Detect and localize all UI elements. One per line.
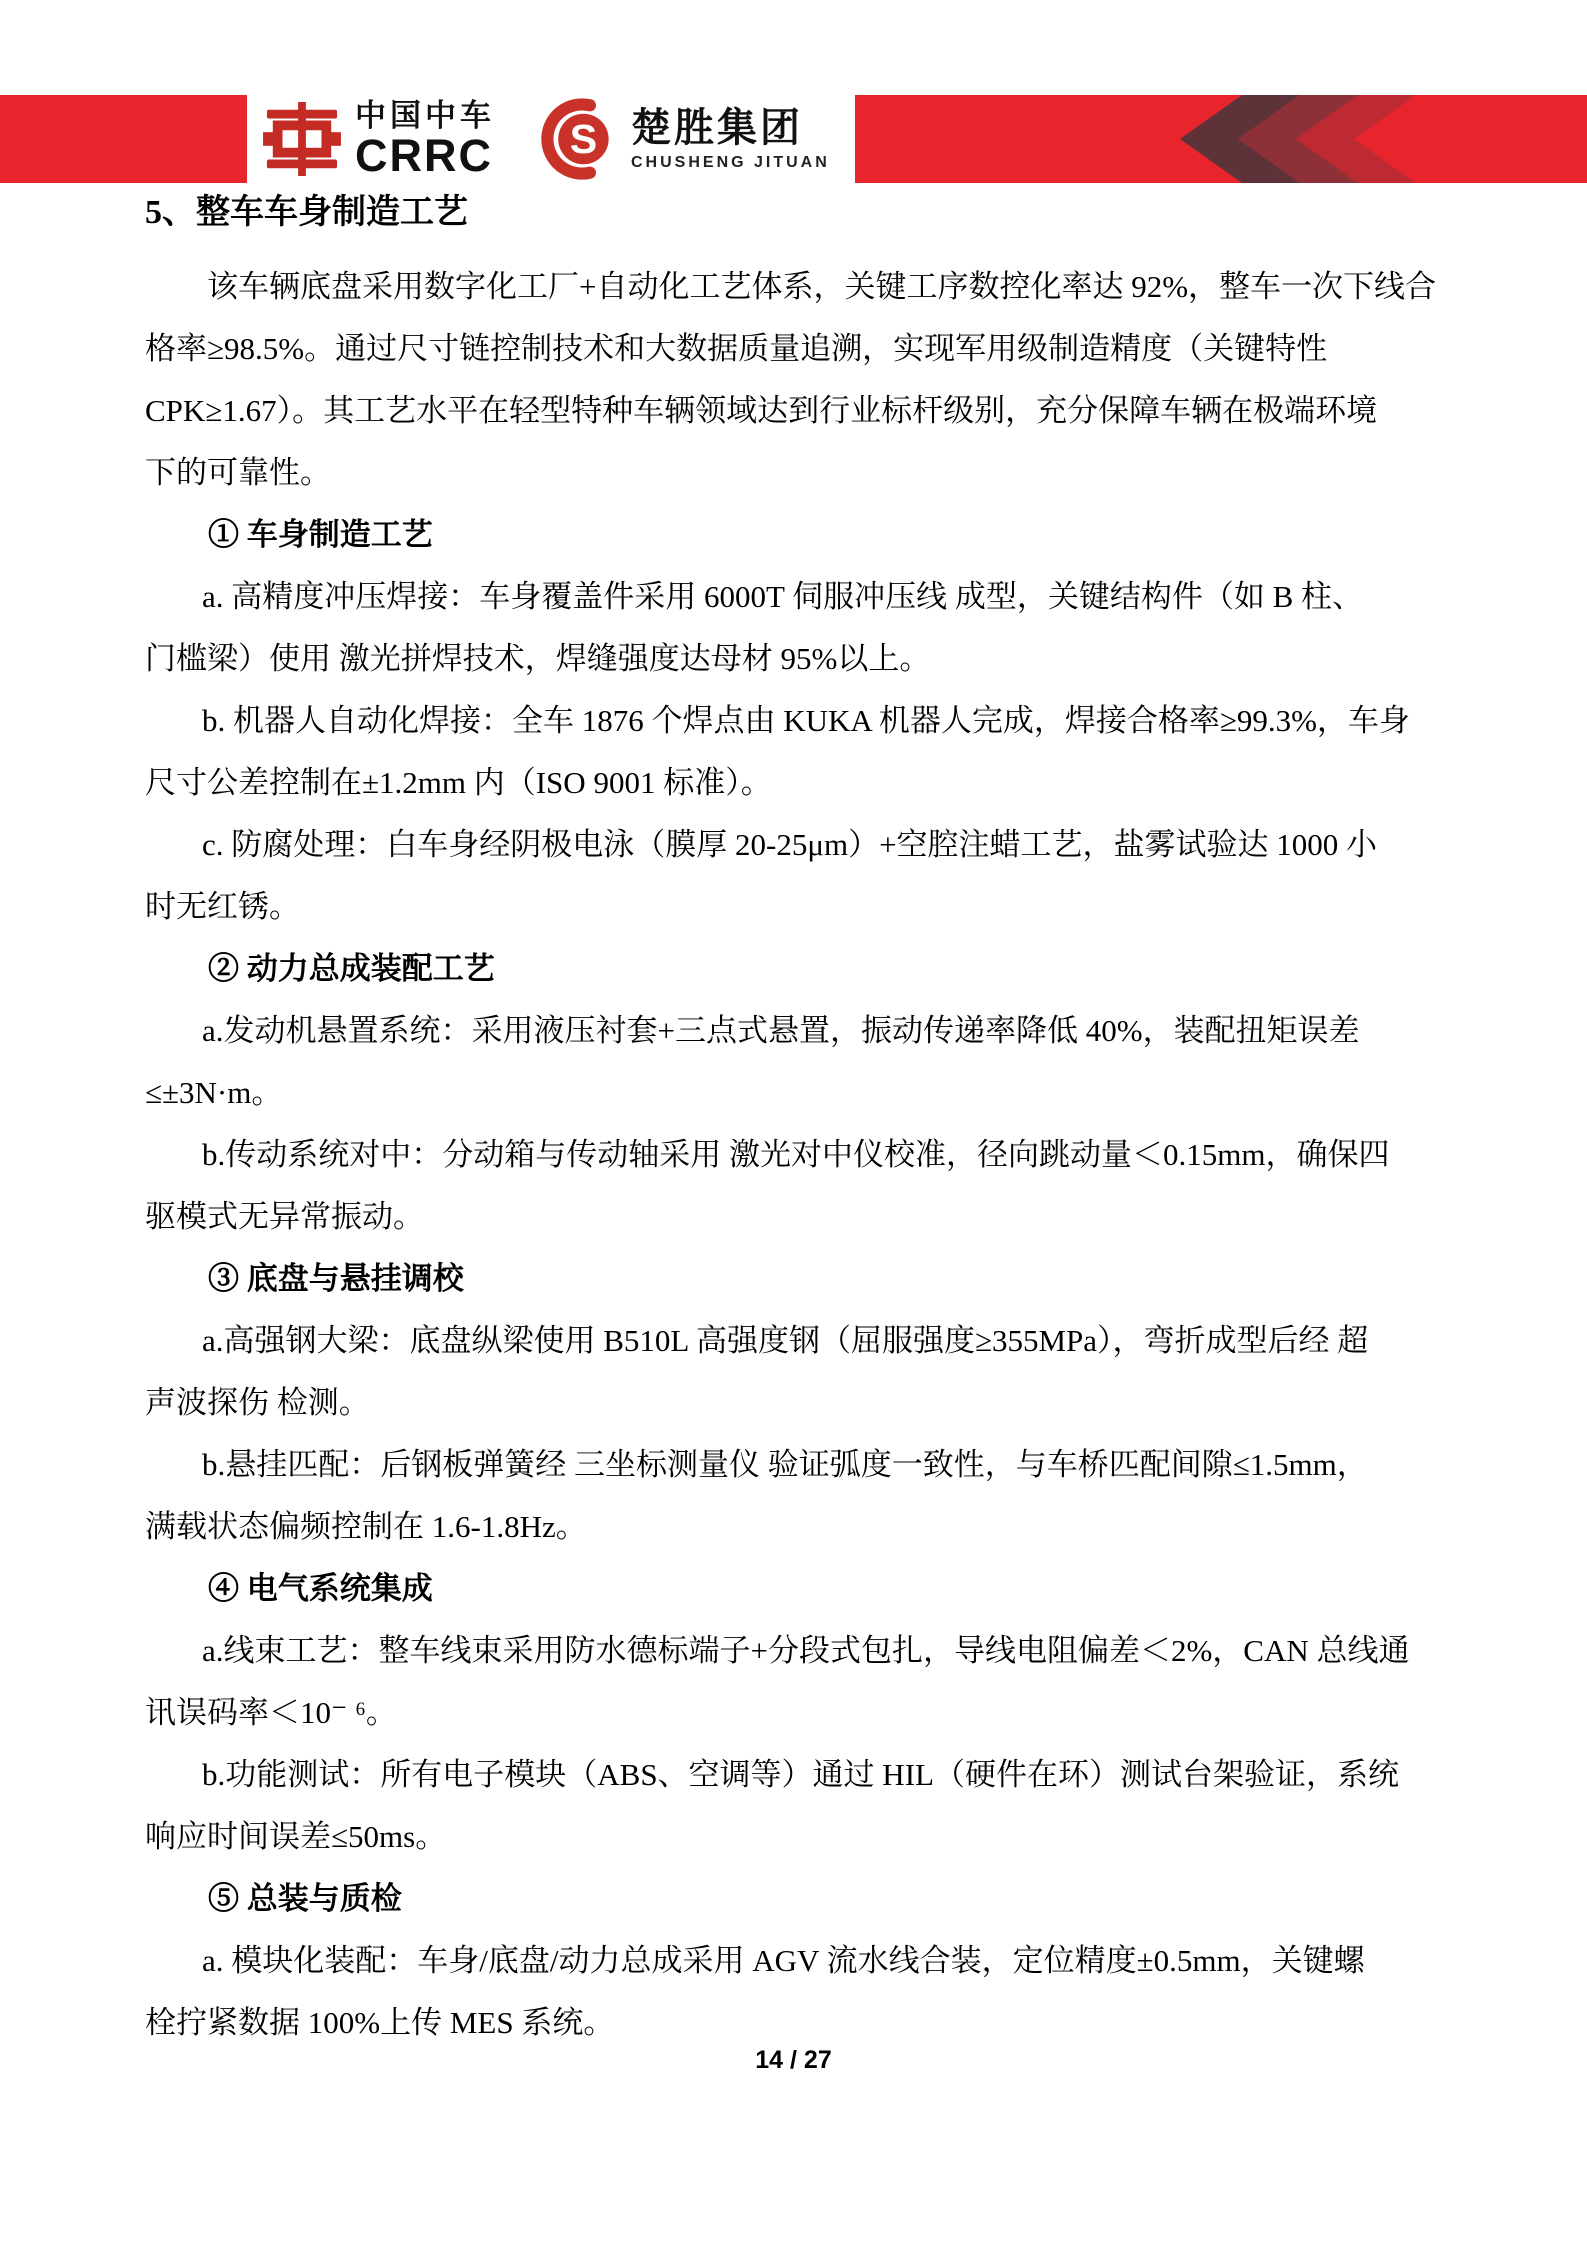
text-line: 门槛梁）使用 激光拼焊技术，焊缝强度达母材 95%以上。 — [145, 641, 931, 676]
document-title: 5、整车车身制造工艺 — [145, 194, 468, 231]
text-line: 该车辆底盘采用数字化工厂+自动化工艺体系，关键工序数控化率达 92%，整车一次下线合 — [207, 269, 1437, 304]
text-line: 下的可靠性。 — [145, 455, 331, 490]
text-line: b.悬挂匹配：后钢板弹簧经 三坐标测量仪 验证弧度一致性，与车桥匹配间隙≤1.5mm， — [202, 1447, 1368, 1482]
crrc-che-emblem-icon — [261, 102, 343, 176]
text-line: 格率≥98.5%。通过尺寸链控制技术和大数据质量追溯，实现军用级制造精度（关键特性 — [145, 331, 1328, 366]
text-line: a. 模块化装配：车身/底盘/动力总成采用 AGV 流水线合装，定位精度±0.5mm，关键螺 — [202, 1943, 1365, 1978]
text-line: 满载状态偏频控制在 1.6-1.8Hz。 — [145, 1509, 587, 1544]
chevron-left-arrows-icon — [1180, 95, 1425, 183]
text-line: a. 高精度冲压焊接：车身覆盖件采用 6000T 伺服冲压线 成型，关键结构件（如 B 柱、 — [202, 579, 1364, 614]
text-line: b.传动系统对中：分动箱与传动轴采用 激光对中仪校准，径向跳动量＜0.15mm，确保四 — [202, 1137, 1390, 1172]
text-line: 尺寸公差控制在±1.2mm 内（ISO 9001 标准）。 — [145, 765, 772, 800]
chusheng-chinese-name: 楚胜集团 — [631, 105, 803, 150]
section-heading: ② 动力总成装配工艺 — [208, 951, 495, 986]
text-line: c. 防腐处理：白车身经阴极电泳（膜厚 20-25μm）+空腔注蜡工艺，盐雾试验达 1000 小 — [202, 827, 1378, 862]
header-band — [0, 95, 1587, 183]
text-line: 驱模式无异常振动。 — [145, 1199, 424, 1234]
text-line: a.线束工艺：整车线束采用防水德标端子+分段式包扎，导线电阻偏差＜2%，CAN 总线通 — [202, 1633, 1410, 1668]
header-logo-panel — [247, 95, 855, 183]
chusheng-logo — [531, 95, 830, 183]
document-body — [145, 182, 1493, 2054]
crrc-chinese-name: 中国中车 — [355, 98, 495, 133]
crrc-logo — [261, 95, 495, 183]
text-line: 声波探伤 检测。 — [145, 1385, 370, 1420]
crrc-logo-texts — [355, 98, 495, 181]
text-line: ≤±3N·m。 — [145, 1075, 283, 1110]
chusheng-latin-name: CHUSHENG JITUAN — [631, 153, 830, 171]
section-heading: ⑤ 总装与质检 — [208, 1881, 402, 1916]
text-line: 时无红锈。 — [145, 889, 300, 924]
chusheng-s-mark-icon — [531, 96, 619, 182]
crrc-latin-name: CRRC — [355, 130, 493, 181]
text-line: CPK≥1.67）。其工艺水平在轻型特种车辆领域达到行业标杆级别，充分保障车辆在极端环境 — [145, 393, 1378, 428]
section-heading: ① 车身制造工艺 — [208, 517, 433, 552]
text-line: a.高强钢大梁：底盘纵梁使用 B510L 高强度钢（屈服强度≥355MPa），弯折成型后经 超 — [202, 1323, 1369, 1358]
text-line: 响应时间误差≤50ms。 — [145, 1819, 447, 1854]
chusheng-logo-texts — [631, 105, 830, 171]
text-line: 讯误码率＜10⁻ ⁶。 — [145, 1695, 397, 1730]
text-line: a.发动机悬置系统：采用液压衬套+三点式悬置，振动传递率降低 40%，装配扭矩误差 — [202, 1013, 1360, 1048]
page-number: 14 / 27 — [755, 2046, 832, 2074]
text-line: b. 机器人自动化焊接：全车 1876 个焊点由 KUKA 机器人完成，焊接合格率≥99.3%，车身 — [202, 703, 1410, 738]
section-heading: ③ 底盘与悬挂调校 — [208, 1261, 464, 1296]
text-line: 栓拧紧数据 100%上传 MES 系统。 — [145, 2005, 615, 2040]
svg-text:S: S — [569, 116, 598, 163]
text-line: b.功能测试：所有电子模块（ABS、空调等）通过 HIL（硬件在环）测试台架验证，系统 — [202, 1757, 1399, 1792]
section-heading: ④ 电气系统集成 — [208, 1571, 433, 1606]
